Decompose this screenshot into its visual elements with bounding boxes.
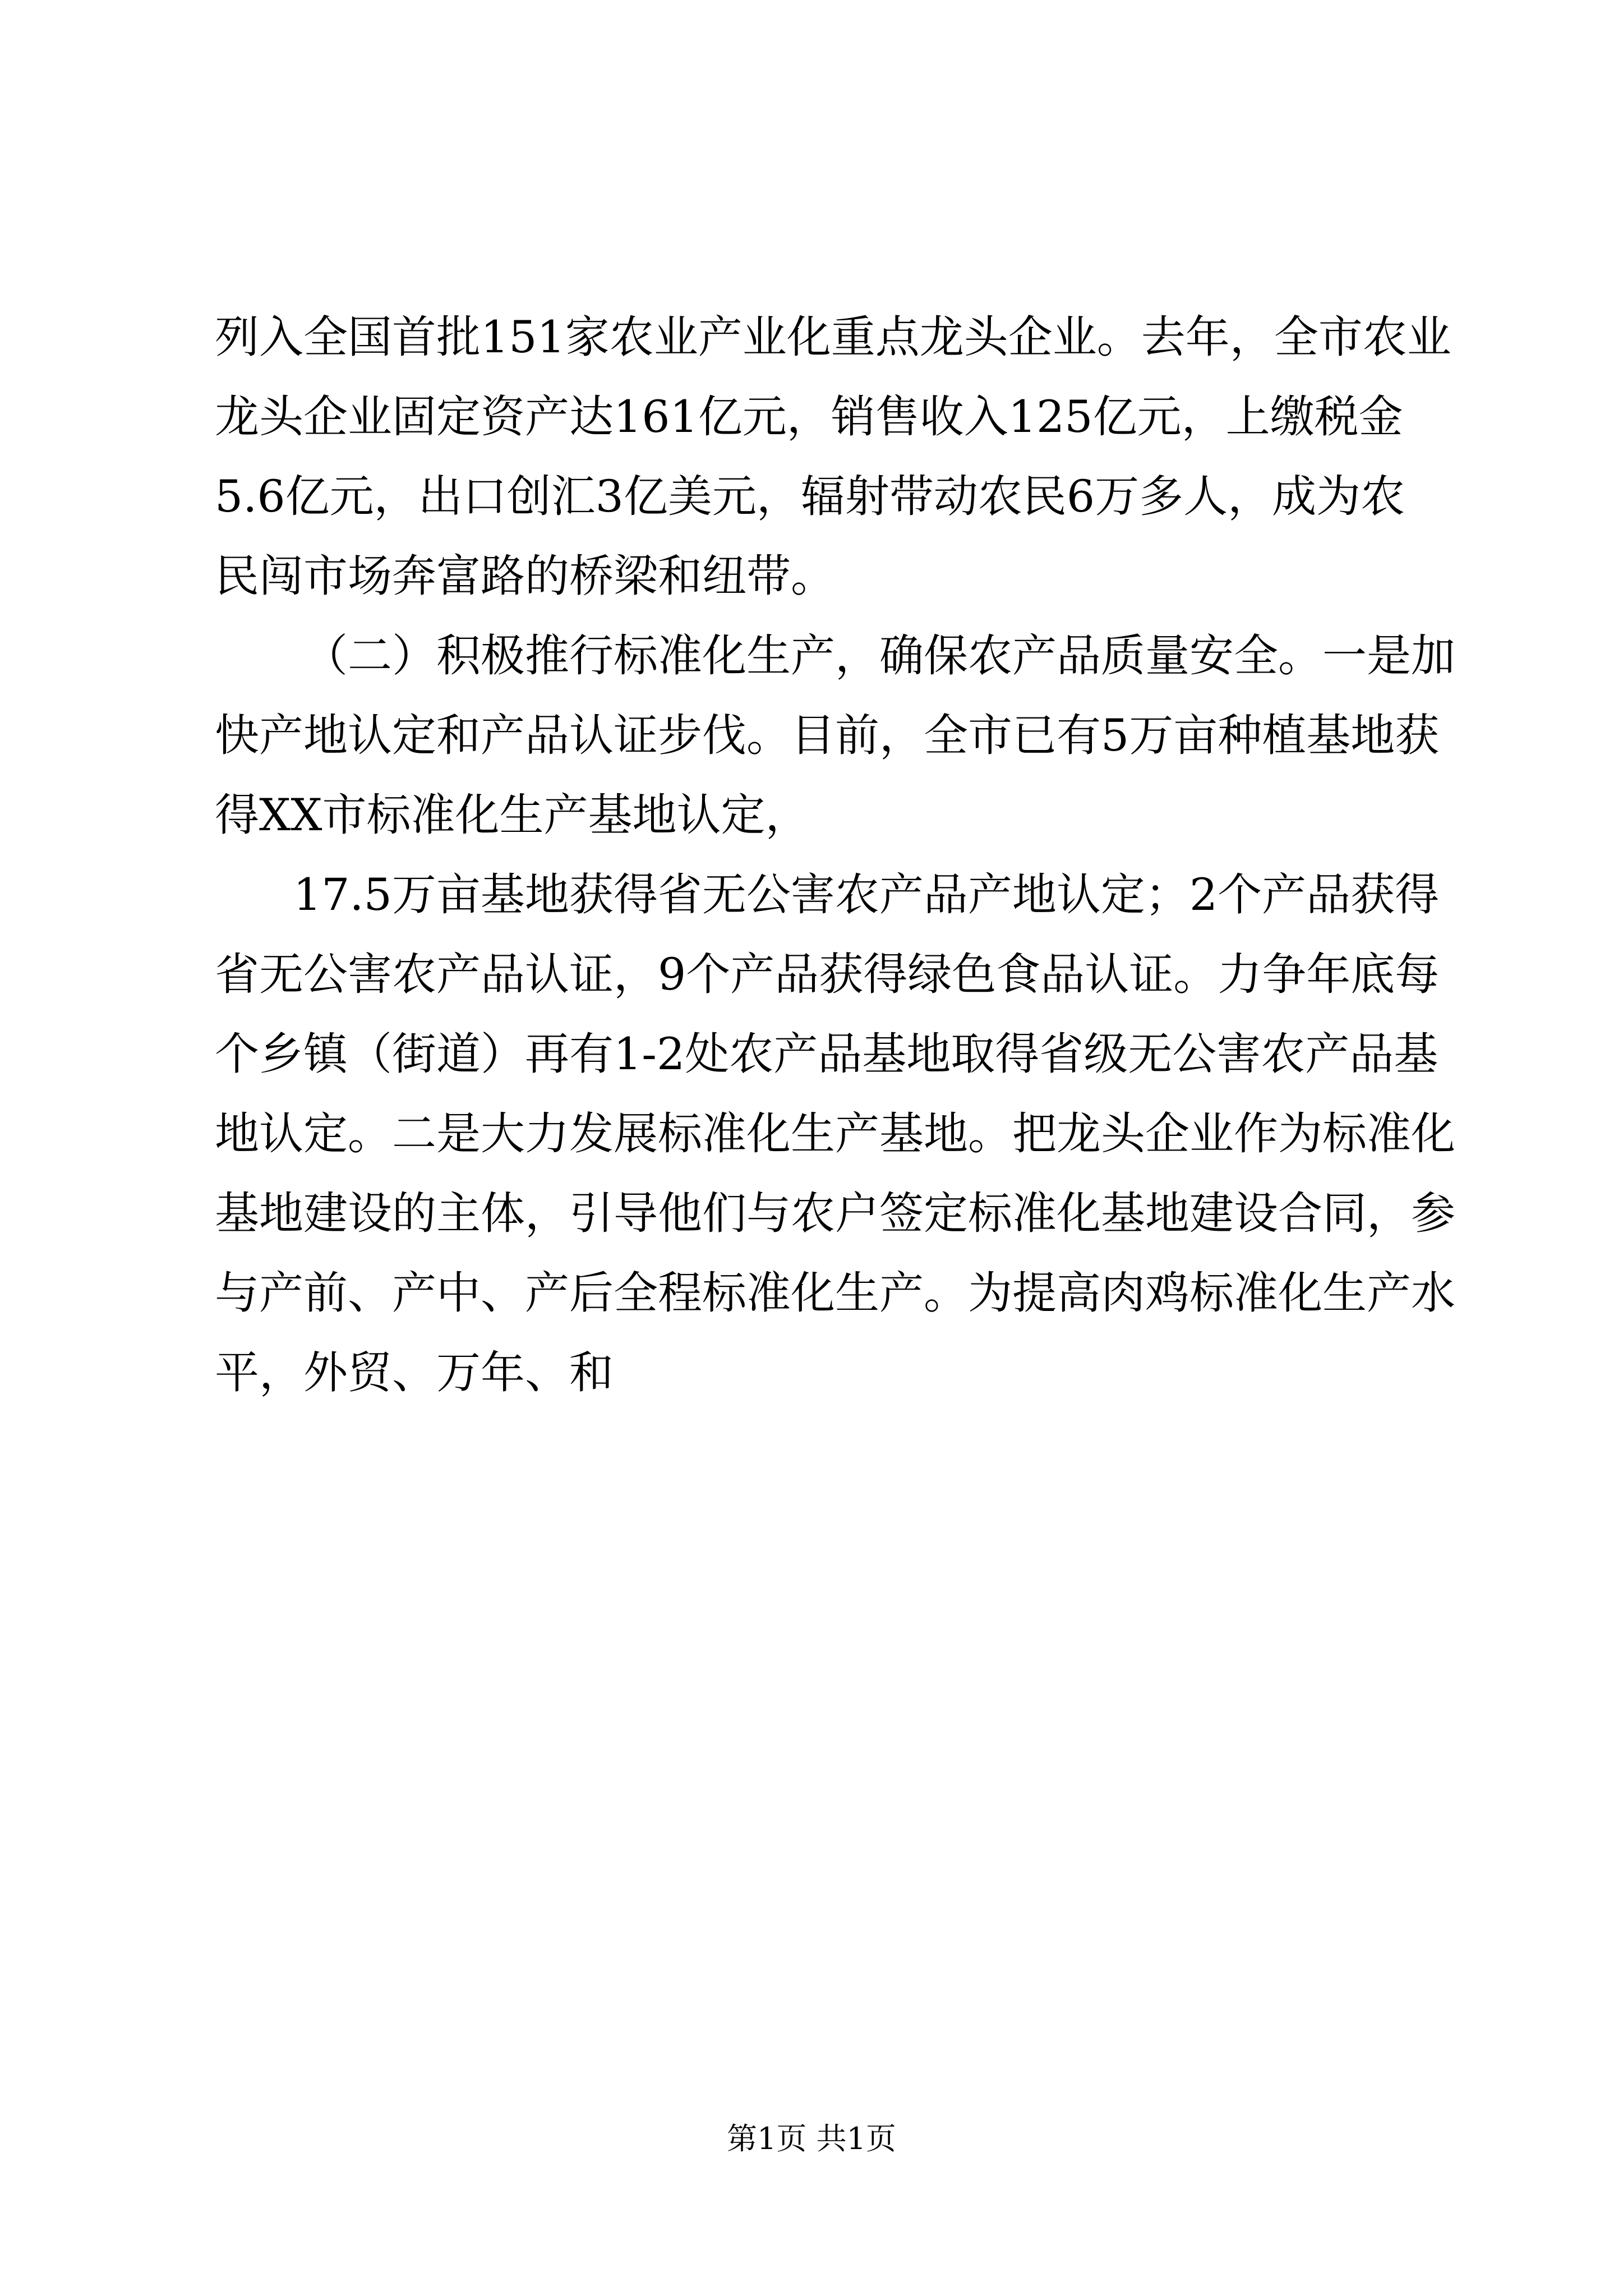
text-line: 基地建设的主体，引导他们与农户签定标准化基地建设合同，参 (215, 1188, 1455, 1239)
text-line: 与产前、产中、产后全程标准化生产。为提高肉鸡标准化生产水 (215, 1267, 1455, 1319)
text-line: 龙头企业固定资产达161亿元，销售收入125亿元，上缴税金 (215, 391, 1403, 443)
text-line: 地认定。二是大力发展标准化生产基地。把龙头企业作为标准化 (215, 1108, 1455, 1159)
text-line: 列入全国首批151家农业产业化重点龙头企业。去年，全市农业 (215, 311, 1451, 363)
section-heading-line: （二）积极推行标准化生产，确保农产品质量安全。一是加 (303, 630, 1455, 682)
text-line: 个乡镇（街道）再有1-2处农产品基地取得省级无公害农产品基 (215, 1028, 1438, 1080)
text-line: 快产地认定和产品认证步伐。目前，全市已有5万亩种植基地获 (215, 710, 1440, 761)
text-line: 5.6亿元，出口创汇3亿美元，辐射带动农民6万多人，成为农 (215, 471, 1405, 522)
document-body (215, 297, 1455, 1412)
text-line: 平，外贸、万年、和 (215, 1347, 614, 1398)
page-number-label: 第1页 共1页 (727, 2121, 896, 2156)
page-footer (0, 2119, 1623, 2159)
text-line: 省无公害农产品认证，9个产品获得绿色食品认证。力争年底每 (215, 949, 1440, 1000)
text-line: 民闯市场奔富路的桥梁和纽带。 (215, 550, 835, 602)
paragraph-start-line: 17.5万亩基地获得省无公害农产品产地认定；2个产品获得 (293, 869, 1440, 921)
text-line: 得XX市标准化生产基地认定， (215, 789, 810, 841)
